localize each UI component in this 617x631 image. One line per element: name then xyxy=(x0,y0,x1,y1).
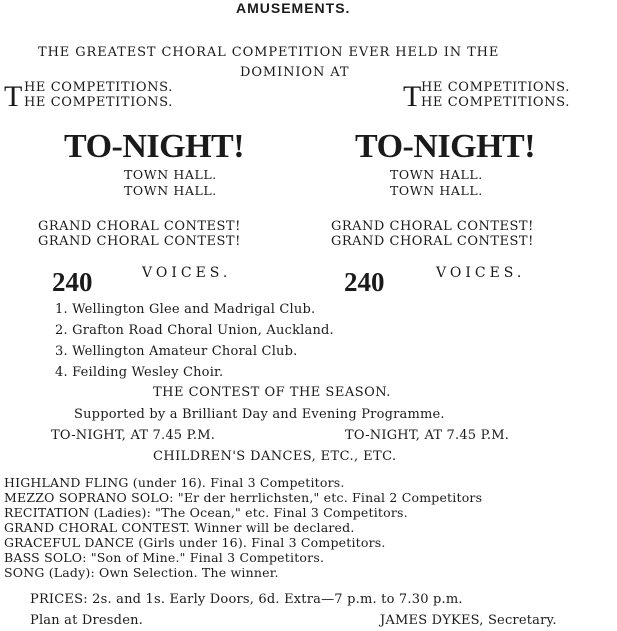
time-left: TO-NIGHT, AT 7.45 P.M. xyxy=(51,428,216,443)
contest-of-season: THE CONTEST OF THE SEASON. xyxy=(153,385,391,400)
competitions-right-1: HE COMPETITIONS. xyxy=(421,80,570,95)
supported-line: Supported by a Brilliant Day and Evening Programme. xyxy=(74,407,445,422)
contest-left-2: GRAND CHORAL CONTEST! xyxy=(38,234,241,249)
drop-cap-right: T xyxy=(403,80,422,113)
prices-line: PRICES: 2s. and 1s. Early Doors, 6d. Extra—7 p.m. to 7.30 p.m. xyxy=(30,592,463,607)
drop-cap-left: T xyxy=(4,80,23,113)
section-heading: AMUSEMENTS. xyxy=(236,0,351,16)
secretary-signature: JAMES DYKES, Secretary. xyxy=(380,613,557,628)
plan-line: Plan at Dresden. xyxy=(30,613,143,628)
competitions-right-2: HE COMPETITIONS. xyxy=(421,95,570,110)
event-item: RECITATION (Ladies): "The Ocean," etc. Final 3 Competitors. xyxy=(4,505,408,520)
tonight-right: TO-NIGHT! xyxy=(355,128,536,165)
voices-left: VOICES. xyxy=(142,265,232,281)
competitions-left-1: HE COMPETITIONS. xyxy=(24,80,173,95)
choir-item: 3. Wellington Amateur Choral Club. xyxy=(55,344,298,359)
choir-item: 4. Feilding Wesley Choir. xyxy=(55,365,224,380)
contest-right-1: GRAND CHORAL CONTEST! xyxy=(331,219,534,234)
headline-line-1: THE GREATEST CHORAL COMPETITION EVER HELD IN THE xyxy=(38,45,500,60)
event-item: GRAND CHORAL CONTEST. Winner will be declared. xyxy=(4,520,355,535)
hall-left-2: TOWN HALL. xyxy=(124,183,217,198)
hall-left-1: TOWN HALL. xyxy=(124,167,217,182)
competitions-left-2: HE COMPETITIONS. xyxy=(24,95,173,110)
time-right: TO-NIGHT, AT 7.45 P.M. xyxy=(345,428,510,443)
contest-left-1: GRAND CHORAL CONTEST! xyxy=(38,219,241,234)
voices-right: VOICES. xyxy=(436,265,526,281)
headline-line-2: DOMINION AT xyxy=(240,65,350,80)
choir-item: 2. Grafton Road Choral Union, Auckland. xyxy=(55,323,334,338)
hall-right-1: TOWN HALL. xyxy=(390,167,483,182)
event-item: MEZZO SOPRANO SOLO: "Er der herrlichsten," etc. Final 2 Competitors xyxy=(4,490,483,505)
event-item: GRACEFUL DANCE (Girls under 16). Final 3 Competitors. xyxy=(4,535,386,550)
contest-right-2: GRAND CHORAL CONTEST! xyxy=(331,234,534,249)
count-left: 240 xyxy=(52,267,93,297)
event-item: SONG (Lady): Own Selection. The winner. xyxy=(4,565,279,580)
event-item: HIGHLAND FLING (under 16). Final 3 Competitors. xyxy=(4,475,345,490)
tonight-left: TO-NIGHT! xyxy=(64,128,245,165)
childrens-dances: CHILDREN'S DANCES, ETC., ETC. xyxy=(153,449,397,464)
count-right: 240 xyxy=(344,267,385,297)
hall-right-2: TOWN HALL. xyxy=(390,183,483,198)
choir-item: 1. Wellington Glee and Madrigal Club. xyxy=(55,302,316,317)
event-item: BASS SOLO: "Son of Mine." Final 3 Competitors. xyxy=(4,550,325,565)
